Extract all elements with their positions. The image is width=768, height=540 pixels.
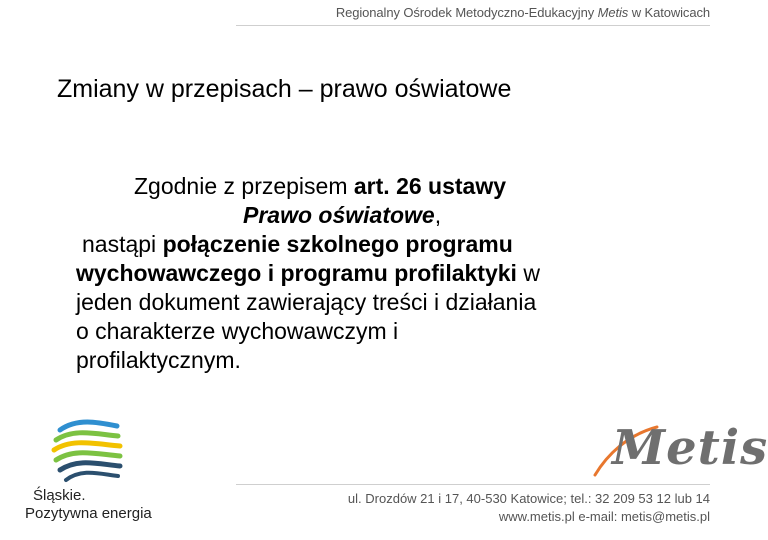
body-text-bold-italic: Prawo oświatowe	[243, 202, 435, 228]
body-text-normal: Zgodnie z przepisem	[134, 173, 354, 199]
body-text-normal: ,	[434, 202, 442, 228]
body-text-normal: w	[516, 260, 540, 286]
body-text-bold: połączenie szkolnego programu	[162, 231, 513, 257]
header-divider	[236, 25, 710, 26]
footer-address	[348, 490, 710, 526]
wave-green-2	[56, 453, 120, 460]
header-org-prefix: Regionalny Ośrodek Metodyczno-Edukacyjny	[335, 5, 598, 20]
wave-dark-1	[60, 463, 120, 470]
body-line-2	[76, 201, 676, 230]
slaskie-tagline: Pozytywna energia	[25, 505, 152, 522]
wave-dark-2	[66, 473, 118, 480]
body-text-bold: art. 26 ustawy	[353, 173, 507, 199]
body-text-bold: wychowawczego i programu profilaktyki	[76, 260, 517, 286]
body-line-5: jeden dokument zawierający treści i działania	[76, 289, 537, 315]
header-org-italic: Metis	[597, 5, 629, 20]
slaskie-logo	[22, 418, 132, 486]
body-text-normal: nastąpi	[82, 231, 163, 257]
slide-body	[76, 172, 676, 375]
metis-logo-text: Metis	[612, 420, 768, 476]
body-line-7: profilaktycznym.	[76, 347, 241, 373]
footer-divider	[236, 484, 710, 485]
slide-title: Zmiany w przepisach – prawo oświatowe	[57, 75, 512, 103]
footer-address-line-2: www.metis.pl e-mail: metis@metis.pl	[498, 509, 710, 524]
slaskie-name: Śląskie.	[33, 487, 86, 504]
footer-address-line-1: ul. Drozdów 21 i 17, 40-530 Katowice; tel.: 32 209 53 12 lub 14	[347, 491, 710, 506]
wave-green-1	[56, 433, 118, 440]
body-line-1	[76, 172, 676, 201]
body-line-6: o charakterze wychowawczym i	[76, 318, 399, 344]
header-org-suffix: w Katowicach	[628, 5, 710, 20]
body-line-4	[76, 259, 676, 288]
wave-blue	[60, 422, 117, 430]
body-line-3	[76, 230, 676, 259]
header-organization	[336, 5, 710, 20]
wave-yellow	[54, 443, 120, 450]
